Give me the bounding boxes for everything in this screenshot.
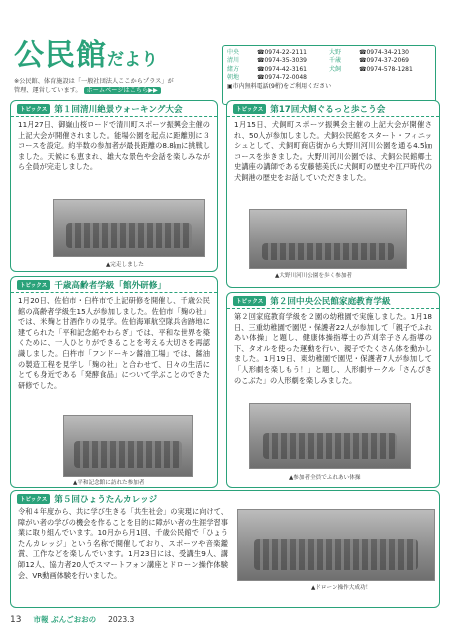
dir-tel: ☎0974-22-2111: [257, 49, 307, 56]
dir-row: [227, 66, 431, 74]
topics-tag: トピックス: [17, 280, 50, 290]
walking-group-photo: [53, 199, 205, 257]
dir-name: 千歳: [329, 57, 342, 65]
title-sub: だより: [107, 50, 158, 70]
section-body: 11月27日、御嶽山桜ロードで清川町スポーツ振興会主催の上記大会が開催されました。能場公園を起点に距離別に３コースを設定。約半数の参加者が最長距離の8.8㎞に挑戦しました。天候にも恵まれ、雄大な景色や会話を楽しみながら全員が完走しました。: [18, 120, 210, 172]
topics-tag: トピックス: [233, 296, 266, 306]
magazine-name: 市報 ぶんごおおの: [33, 615, 97, 624]
section-family-education: [226, 292, 440, 488]
section-body: 第２回家庭教育学級を２園の幼稚園で実施しました。1月18日、三重幼稚園で園児・保護者22人が参加して「親子でふれあい体操」と題し、健康体操指導士の芦刈幸子さん指導の下、タオルを使った運動を行い、親子でたくさん体を動かしました。1月19日、東幼稚園で園児・保護者7人が参加して「人形劇を楽しもう！」と題し、人形劇サークル「さんぴきのこぶた」の人形劇を楽しみました。: [234, 312, 432, 385]
dir-name: 大野: [329, 49, 342, 56]
section-title: 第17回犬飼ぐるっと歩こう会: [270, 104, 386, 115]
note-line-2: 管理、運営しています。: [14, 87, 82, 94]
topics-tag: トピックス: [233, 104, 266, 114]
contact-directory: [222, 45, 436, 105]
dir-tel: ☎0974-42-3161: [257, 65, 307, 73]
dir-name: 朝地: [227, 74, 240, 82]
section-title: 第１回清川絶景ウォーキング大会: [54, 104, 183, 115]
section-title: 第５回ひょうたんカレッジ: [54, 494, 158, 505]
dir-name: 中央: [227, 49, 240, 56]
river-park-photo: [249, 209, 407, 269]
page-number: 13: [10, 614, 22, 625]
section-body: 1月15日、犬飼町スポーツ振興会主催の上記大会が開催され、50人が参加しました。犬飼公民館をスタート・フィニッシュとして、犬飼町商店街から大野川河川公園を通る4.5㎞コースを歩きました。大野川河川公園では、犬飼公民館郷土史講座の講師である安藤徳美氏に犬飼町の歴史や江戸時代の犬飼港の歴史をお話していただきました。: [234, 120, 432, 182]
header-note: [14, 77, 219, 95]
section-title: 第２回中央公民館家庭教育学級: [270, 296, 391, 307]
dir-name: 清川: [227, 57, 240, 65]
peace-museum-photo: [63, 415, 193, 477]
topics-tag: トピックス: [17, 494, 50, 504]
dir-tel: ☎0974-37-2069: [359, 57, 409, 65]
dir-footer: ▣市内無料電話(9桁)をご利用ください: [227, 82, 332, 90]
page-title: [14, 30, 158, 74]
section-walking-kiyokawa: [10, 100, 218, 272]
page-footer: [10, 614, 134, 625]
section-title: 千歳高齢者学級「館外研修」: [54, 280, 166, 291]
photo-caption: ▲平和記念館に訪れた参加者: [73, 480, 145, 486]
dir-tel: ☎0974-578-1281: [359, 65, 413, 73]
dir-tel: ☎0974-35-3039: [257, 57, 307, 65]
issue-date: 2023.3: [108, 615, 135, 624]
photo-caption: ▲大野川河川公園を歩く参加者: [275, 273, 353, 279]
note-line-1: ※公民館、体育施設は「一般社団法人ここからプラス」が: [14, 78, 174, 85]
section-body: 1月20日、佐伯市・臼杵市で上記研修を開催し、千歳公民館の高齢者学級生15人が参加しました。佐伯市「麹の社」では、米麹と甘酒作りの見学。佐伯海軍航空隊兵舎跡地に建てられた「平和記念館やわらぎ」では、平和な世界を築くために、一人ひとりができることを考える大切さを再認識しました。臼杵市「フンドーキン醤油工場」では、醤油の製造工程を見学し「麹の社」と合わせて、日々の生活にとても身近である「発酵食品」について学ぶことのできた研修でした。: [18, 296, 210, 390]
dir-tel: ☎0974-34-2130: [359, 49, 409, 56]
drone-photo: [237, 509, 435, 581]
dir-tel: ☎0974-72-0048: [257, 74, 307, 82]
section-chitose-seniors: [10, 276, 218, 488]
dir-name: 犬飼: [329, 65, 342, 73]
photo-caption: ▲ドローン操作大成功！: [311, 585, 372, 591]
section-walking-inukai: [226, 100, 440, 288]
photo-caption: ▲完走しました: [106, 262, 144, 268]
dir-row: [227, 57, 431, 65]
section-hyoutan-college: [10, 490, 440, 608]
section-body: 令和４年度から、共に学び生きる「共生社会」の実現に向けて、障がい者の学びの機会を作ることを目的に障がい者の生涯学習事業に取り組んでいます。10月から月1回、千歳公民館で「ひょうたんカレッジ」という名称で開催しており、スポーツや音楽鑑賞、工作などを楽しんでいます。1月23日には、受講生9人、講師12人、協力者20人でスマートフォン講座とドローン操作体験会、VR動画体験を行いました。: [18, 507, 228, 580]
photo-caption: ▲参加者全員でふれあい体操: [289, 475, 361, 481]
topics-tag: トピックス: [17, 104, 50, 114]
dir-name: 緒方: [227, 65, 240, 73]
title-main: 公民館: [14, 38, 107, 73]
exercise-photo: [249, 403, 411, 469]
dir-row: [227, 74, 431, 82]
homepage-link[interactable]: ホームページはこちら▶▶: [84, 87, 161, 94]
